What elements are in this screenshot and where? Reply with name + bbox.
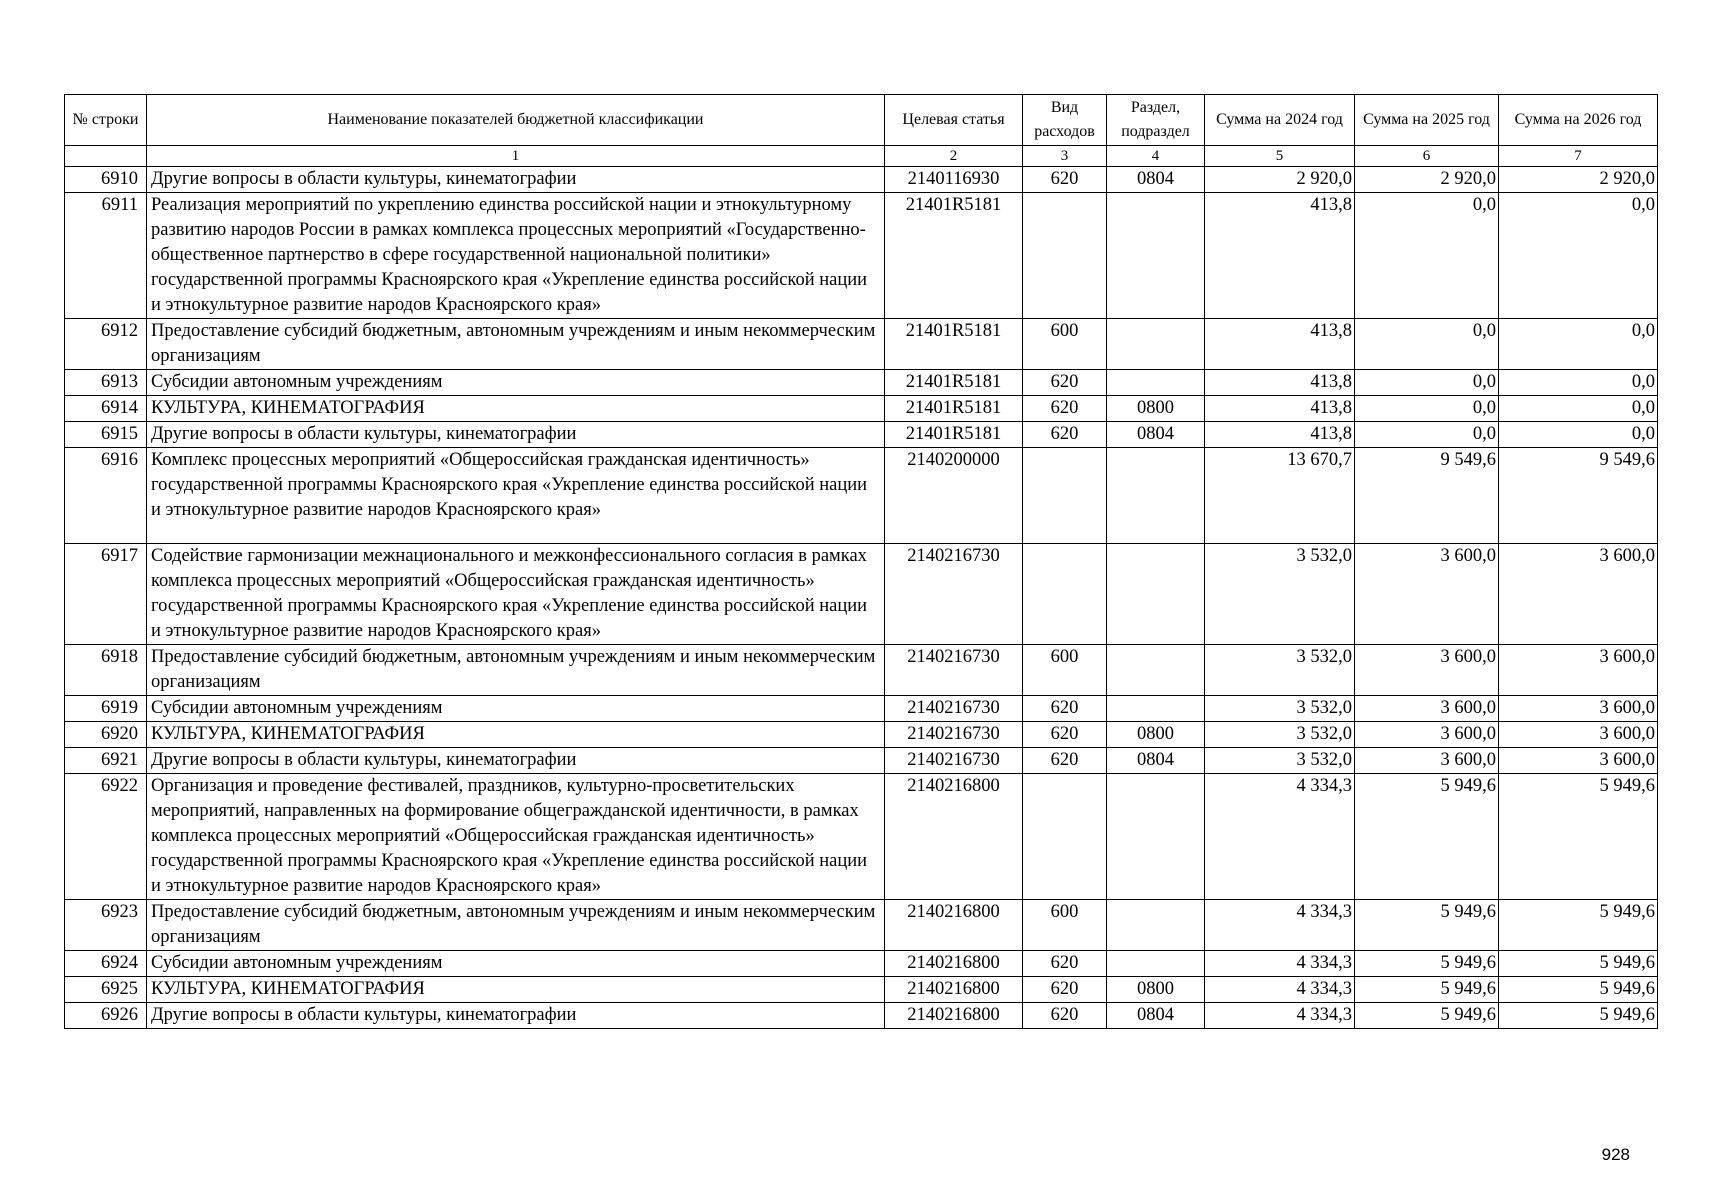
sum-2026-cell: 3 600,0 [1499, 645, 1658, 696]
section-cell [1107, 319, 1205, 370]
expense-type-cell: 620 [1023, 696, 1107, 722]
table-row [65, 977, 1658, 1003]
expense-type-cell: 600 [1023, 319, 1107, 370]
row-number-cell: 6916 [65, 448, 147, 544]
sum-2025-cell: 0,0 [1355, 370, 1499, 396]
indicator-name-cell: Другие вопросы в области культуры, кинематографии [147, 167, 885, 193]
table-row [65, 167, 1658, 193]
sum-2024-cell: 413,8 [1205, 193, 1355, 319]
expense-type-cell: 620 [1023, 396, 1107, 422]
column-number-blank [65, 146, 147, 167]
indicator-name-cell: Другие вопросы в области культуры, кинематографии [147, 748, 885, 774]
section-cell [1107, 645, 1205, 696]
column-number: 5 [1205, 146, 1355, 167]
section-cell [1107, 193, 1205, 319]
section-cell: 0804 [1107, 167, 1205, 193]
indicator-name-cell: Реализация мероприятий по укреплению единства российской нации и этнокультурному развитию народов России в рамках комплекса процессных мероприятий «Государственно-общественное партнерство в сфере государственной национальной политики» государственной программы Красноярского края «Укрепление единства российской нации и этнокультурное развитие народов Красноярского края» [147, 193, 885, 319]
sum-2026-cell: 3 600,0 [1499, 722, 1658, 748]
row-number-cell: 6920 [65, 722, 147, 748]
sum-2025-cell: 3 600,0 [1355, 722, 1499, 748]
sum-2026-cell: 2 920,0 [1499, 167, 1658, 193]
header-expense-type: Вид расходов [1023, 95, 1107, 146]
row-number-cell: 6911 [65, 193, 147, 319]
sum-2024-cell: 4 334,3 [1205, 1003, 1355, 1029]
sum-2025-cell: 2 920,0 [1355, 167, 1499, 193]
expense-type-cell: 620 [1023, 722, 1107, 748]
section-cell: 0804 [1107, 422, 1205, 448]
indicator-name-cell: Комплекс процессных мероприятий «Общероссийская гражданская идентичность» государственной программы Красноярского края «Укрепление единства российской нации и этнокультурное развитие народов Красноярского края» [147, 448, 885, 544]
indicator-name-cell: Предоставление субсидий бюджетным, автономным учреждениям и иным некоммерческим организациям [147, 319, 885, 370]
page-number: 928 [1601, 1145, 1630, 1164]
sum-2026-cell: 5 949,6 [1499, 977, 1658, 1003]
sum-2024-cell: 4 334,3 [1205, 774, 1355, 900]
expense-type-cell: 620 [1023, 370, 1107, 396]
header-sum-2025: Сумма на 2025 год [1355, 95, 1499, 146]
column-number: 6 [1355, 146, 1499, 167]
target-article-cell: 2140200000 [885, 448, 1023, 544]
table-row [65, 422, 1658, 448]
sum-2025-cell: 5 949,6 [1355, 951, 1499, 977]
indicator-name-cell: Предоставление субсидий бюджетным, автономным учреждениям и иным некоммерческим организациям [147, 645, 885, 696]
header-sum-2024: Сумма на 2024 год [1205, 95, 1355, 146]
section-cell [1107, 900, 1205, 951]
sum-2024-cell: 4 334,3 [1205, 951, 1355, 977]
expense-type-cell: 620 [1023, 167, 1107, 193]
indicator-name-cell: Организация и проведение фестивалей, праздников, культурно-просветительских мероприятий, направленных на формирование общегражданской идентичности, в рамках комплекса процессных мероприятий «Общероссийская гражданская идентичность» государственной программы Красноярского края «Укрепление единства российской нации и этнокультурное развитие народов Красноярского края» [147, 774, 885, 900]
target-article-cell: 2140216730 [885, 696, 1023, 722]
section-cell [1107, 370, 1205, 396]
sum-2025-cell: 0,0 [1355, 396, 1499, 422]
sum-2026-cell: 5 949,6 [1499, 900, 1658, 951]
section-cell: 0804 [1107, 748, 1205, 774]
sum-2026-cell: 0,0 [1499, 370, 1658, 396]
section-cell [1107, 696, 1205, 722]
indicator-name-cell: Содействие гармонизации межнационального и межконфессионального согласия в рамках комплекса процессных мероприятий «Общероссийская гражданская идентичность» государственной программы Красноярского края «Укрепление единства российской нации и этнокультурное развитие народов Красноярского края» [147, 544, 885, 645]
expense-type-cell [1023, 544, 1107, 645]
row-number-cell: 6923 [65, 900, 147, 951]
header-name: Наименование показателей бюджетной классификации [147, 95, 885, 146]
target-article-cell: 21401R5181 [885, 396, 1023, 422]
table-row [65, 193, 1658, 319]
indicator-name-cell: Субсидии автономным учреждениям [147, 696, 885, 722]
sum-2025-cell: 3 600,0 [1355, 544, 1499, 645]
sum-2024-cell: 4 334,3 [1205, 977, 1355, 1003]
table-row [65, 319, 1658, 370]
sum-2024-cell: 3 532,0 [1205, 696, 1355, 722]
sum-2025-cell: 0,0 [1355, 193, 1499, 319]
row-number-cell: 6921 [65, 748, 147, 774]
target-article-cell: 21401R5181 [885, 193, 1023, 319]
header-row [65, 95, 1658, 146]
expense-type-cell [1023, 448, 1107, 544]
sum-2025-cell: 5 949,6 [1355, 1003, 1499, 1029]
indicator-name-cell: КУЛЬТУРА, КИНЕМАТОГРАФИЯ [147, 722, 885, 748]
sum-2025-cell: 0,0 [1355, 319, 1499, 370]
sum-2026-cell: 5 949,6 [1499, 1003, 1658, 1029]
row-number-cell: 6912 [65, 319, 147, 370]
indicator-name-cell: КУЛЬТУРА, КИНЕМАТОГРАФИЯ [147, 396, 885, 422]
column-number: 2 [885, 146, 1023, 167]
expense-type-cell: 600 [1023, 645, 1107, 696]
sum-2024-cell: 413,8 [1205, 422, 1355, 448]
table-body [65, 167, 1658, 1029]
target-article-cell: 2140216800 [885, 774, 1023, 900]
sum-2026-cell: 5 949,6 [1499, 951, 1658, 977]
target-article-cell: 21401R5181 [885, 370, 1023, 396]
sum-2025-cell: 9 549,6 [1355, 448, 1499, 544]
expense-type-cell [1023, 774, 1107, 900]
sum-2025-cell: 5 949,6 [1355, 977, 1499, 1003]
table-row [65, 951, 1658, 977]
target-article-cell: 2140216800 [885, 900, 1023, 951]
target-article-cell: 21401R5181 [885, 422, 1023, 448]
table-row [65, 748, 1658, 774]
row-number-cell: 6924 [65, 951, 147, 977]
target-article-cell: 2140216730 [885, 722, 1023, 748]
table-row [65, 774, 1658, 900]
sum-2026-cell: 9 549,6 [1499, 448, 1658, 544]
target-article-cell: 2140216800 [885, 1003, 1023, 1029]
target-article-cell: 2140216800 [885, 977, 1023, 1003]
indicator-name-cell: Субсидии автономным учреждениям [147, 370, 885, 396]
target-article-cell: 21401R5181 [885, 319, 1023, 370]
sum-2024-cell: 2 920,0 [1205, 167, 1355, 193]
sum-2026-cell: 0,0 [1499, 319, 1658, 370]
expense-type-cell [1023, 193, 1107, 319]
section-cell: 0800 [1107, 722, 1205, 748]
sum-2024-cell: 4 334,3 [1205, 900, 1355, 951]
expense-type-cell: 620 [1023, 951, 1107, 977]
indicator-name-cell: КУЛЬТУРА, КИНЕМАТОГРАФИЯ [147, 977, 885, 1003]
sum-2024-cell: 3 532,0 [1205, 748, 1355, 774]
section-cell [1107, 951, 1205, 977]
header-target-article: Целевая статья [885, 95, 1023, 146]
section-cell [1107, 774, 1205, 900]
indicator-name-cell: Субсидии автономным учреждениям [147, 951, 885, 977]
indicator-name-cell: Другие вопросы в области культуры, кинематографии [147, 422, 885, 448]
budget-table [64, 94, 1658, 1029]
header-row-number: № строки [65, 95, 147, 146]
row-number-cell: 6922 [65, 774, 147, 900]
row-number-cell: 6914 [65, 396, 147, 422]
target-article-cell: 2140116930 [885, 167, 1023, 193]
sum-2026-cell: 3 600,0 [1499, 696, 1658, 722]
expense-type-cell: 620 [1023, 422, 1107, 448]
sum-2025-cell: 3 600,0 [1355, 645, 1499, 696]
indicator-name-cell: Другие вопросы в области культуры, кинематографии [147, 1003, 885, 1029]
sum-2025-cell: 3 600,0 [1355, 748, 1499, 774]
sum-2025-cell: 3 600,0 [1355, 696, 1499, 722]
sum-2025-cell: 5 949,6 [1355, 900, 1499, 951]
table-row [65, 544, 1658, 645]
sum-2026-cell: 3 600,0 [1499, 748, 1658, 774]
target-article-cell: 2140216730 [885, 645, 1023, 696]
table-row [65, 645, 1658, 696]
row-number-cell: 6918 [65, 645, 147, 696]
expense-type-cell: 620 [1023, 977, 1107, 1003]
row-number-cell: 6915 [65, 422, 147, 448]
sum-2024-cell: 3 532,0 [1205, 544, 1355, 645]
sum-2024-cell: 13 670,7 [1205, 448, 1355, 544]
section-cell: 0800 [1107, 977, 1205, 1003]
sum-2024-cell: 3 532,0 [1205, 645, 1355, 696]
section-cell: 0804 [1107, 1003, 1205, 1029]
row-number-cell: 6919 [65, 696, 147, 722]
row-number-cell: 6913 [65, 370, 147, 396]
column-number: 3 [1023, 146, 1107, 167]
header-sum-2026: Сумма на 2026 год [1499, 95, 1658, 146]
sum-2024-cell: 413,8 [1205, 370, 1355, 396]
sum-2024-cell: 413,8 [1205, 396, 1355, 422]
sum-2025-cell: 5 949,6 [1355, 774, 1499, 900]
target-article-cell: 2140216730 [885, 544, 1023, 645]
sum-2026-cell: 0,0 [1499, 193, 1658, 319]
target-article-cell: 2140216730 [885, 748, 1023, 774]
sum-2024-cell: 413,8 [1205, 319, 1355, 370]
target-article-cell: 2140216800 [885, 951, 1023, 977]
sum-2025-cell: 0,0 [1355, 422, 1499, 448]
section-cell: 0800 [1107, 396, 1205, 422]
indicator-name-cell: Предоставление субсидий бюджетным, автономным учреждениям и иным некоммерческим организациям [147, 900, 885, 951]
table-row [65, 722, 1658, 748]
sum-2026-cell: 5 949,6 [1499, 774, 1658, 900]
sum-2026-cell: 0,0 [1499, 422, 1658, 448]
section-cell [1107, 448, 1205, 544]
table-row [65, 900, 1658, 951]
sum-2026-cell: 0,0 [1499, 396, 1658, 422]
expense-type-cell: 620 [1023, 748, 1107, 774]
row-number-cell: 6917 [65, 544, 147, 645]
table-row [65, 448, 1658, 544]
table-row [65, 396, 1658, 422]
row-number-cell: 6925 [65, 977, 147, 1003]
section-cell [1107, 544, 1205, 645]
column-number: 1 [147, 146, 885, 167]
table-row [65, 696, 1658, 722]
row-number-cell: 6910 [65, 167, 147, 193]
header-section: Раздел, подраздел [1107, 95, 1205, 146]
column-number: 4 [1107, 146, 1205, 167]
table-row [65, 370, 1658, 396]
sum-2024-cell: 3 532,0 [1205, 722, 1355, 748]
column-number-row [65, 146, 1658, 167]
sum-2026-cell: 3 600,0 [1499, 544, 1658, 645]
row-number-cell: 6926 [65, 1003, 147, 1029]
expense-type-cell: 600 [1023, 900, 1107, 951]
column-number: 7 [1499, 146, 1658, 167]
table-row [65, 1003, 1658, 1029]
expense-type-cell: 620 [1023, 1003, 1107, 1029]
